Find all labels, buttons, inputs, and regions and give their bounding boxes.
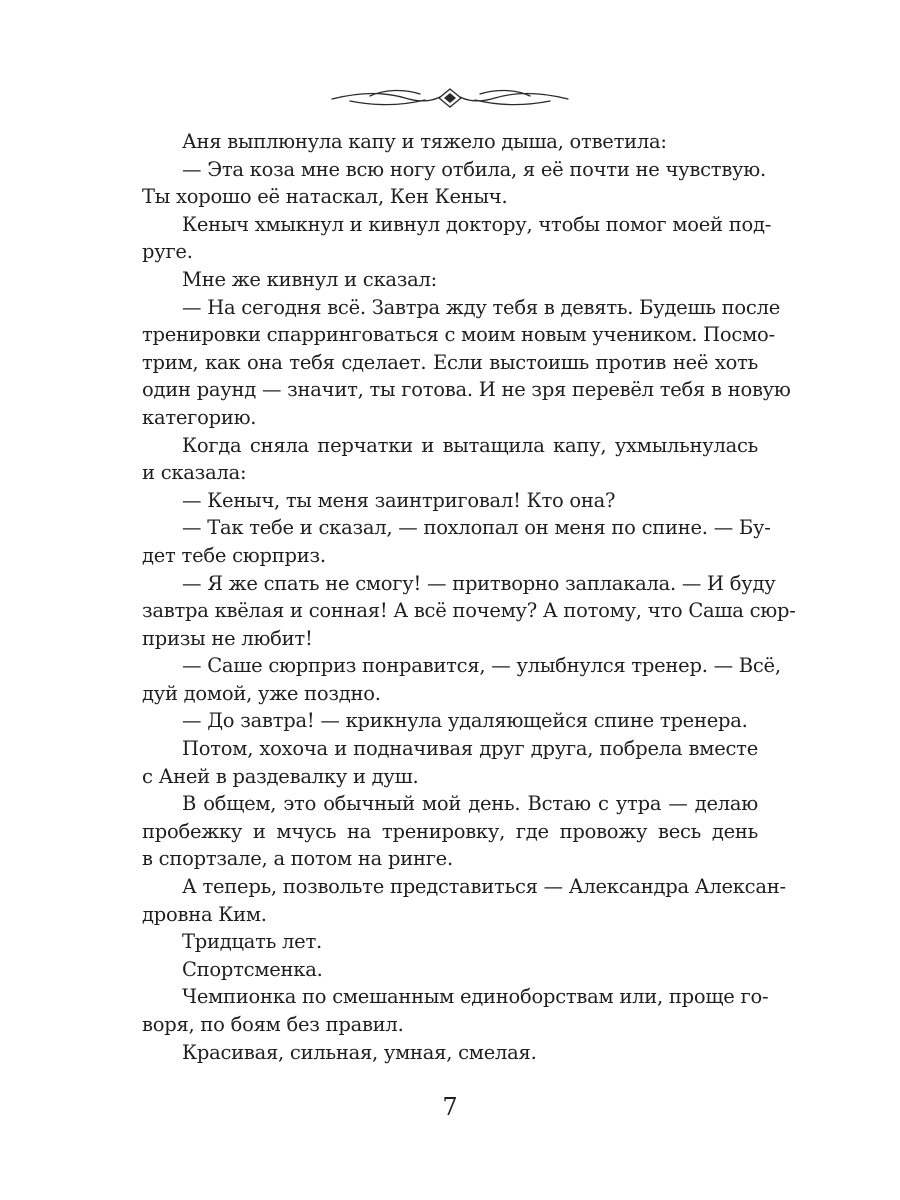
text-line: завтра квёлая и сонная! А всё почему? А потому, что Саша сюр-	[142, 599, 796, 623]
text-line: — Я же спать не смогу! — притворно заплакала. — И буду	[182, 571, 776, 595]
text-line: призы не любит!	[142, 626, 313, 650]
body-text	[142, 128, 796, 1066]
text-line: один раунд — значит, ты готова. И не зря перевёл тебя в новую	[142, 378, 791, 402]
text-line: А теперь, позвольте представиться — Александра Алексан-	[182, 875, 786, 899]
page-number: 7	[442, 1093, 458, 1121]
text-line: дет тебе сюрприз.	[142, 543, 326, 567]
text-line: тренировки спарринговаться с моим новым учеником. Посмо-	[142, 323, 775, 347]
text-line: и сказала:	[142, 461, 247, 485]
text-line: трим, как она тебя сделает. Если выстоишь против неё хоть	[142, 350, 758, 374]
text-line: Мне же кивнул и сказал:	[182, 267, 437, 291]
text-line: Спортсменка.	[182, 957, 323, 981]
text-line: категорию.	[142, 405, 257, 429]
text-line: — До завтра! — крикнула удаляющейся спине тренера.	[182, 709, 748, 733]
text-line: — Саше сюрприз понравится, — улыбнулся тренер. — Всё,	[182, 654, 781, 678]
text-line: воря, по боям без правил.	[142, 1013, 404, 1036]
text-line: Аня выплюнула капу и тяжело дыша, ответила:	[182, 130, 667, 153]
text-line: с Аней в раздевалку и душ.	[142, 764, 419, 788]
text-line: Ты хорошо её натаскал, Кен Кеныч.	[142, 185, 508, 209]
text-line: Кеныч хмыкнул и кивнул доктору, чтобы помог моей под-	[182, 212, 772, 236]
text-line: — Так тебе и сказал, — похлопал он меня по спине. — Бу-	[182, 516, 771, 540]
text-line: — Кеныч, ты меня заинтриговал! Кто она?	[182, 488, 616, 512]
text-line: Когда сняла перчатки и вытащила капу, ухмыльнулась	[182, 433, 758, 457]
text-line: Чемпионка по смешанным единоборствам или, проще го-	[182, 985, 769, 1009]
text-line: — Эта коза мне всю ногу отбила, я её почти не чувствую.	[182, 157, 766, 181]
text-line: пробежку и мчусь на тренировку, где провожу весь день	[142, 819, 758, 843]
text-line: в спортзале, а потом на ринге.	[142, 847, 453, 871]
text-line: Потом, хохоча и подначивая друг друга, побрела вместе	[182, 737, 758, 761]
text-line: дуй домой, уже поздно.	[142, 681, 381, 705]
text-line: дровна Ким.	[142, 902, 267, 926]
text-line: В общем, это обычный мой день. Встаю с утра — делаю	[182, 792, 758, 816]
text-line: руге.	[142, 240, 193, 264]
text-line: Тридцать лет.	[182, 930, 322, 954]
ornament-divider	[330, 84, 570, 112]
text-line: — На сегодня всё. Завтра жду тебя в девять. Будешь после	[182, 295, 781, 319]
text-line: Красивая, сильная, умная, смелая.	[182, 1040, 537, 1064]
